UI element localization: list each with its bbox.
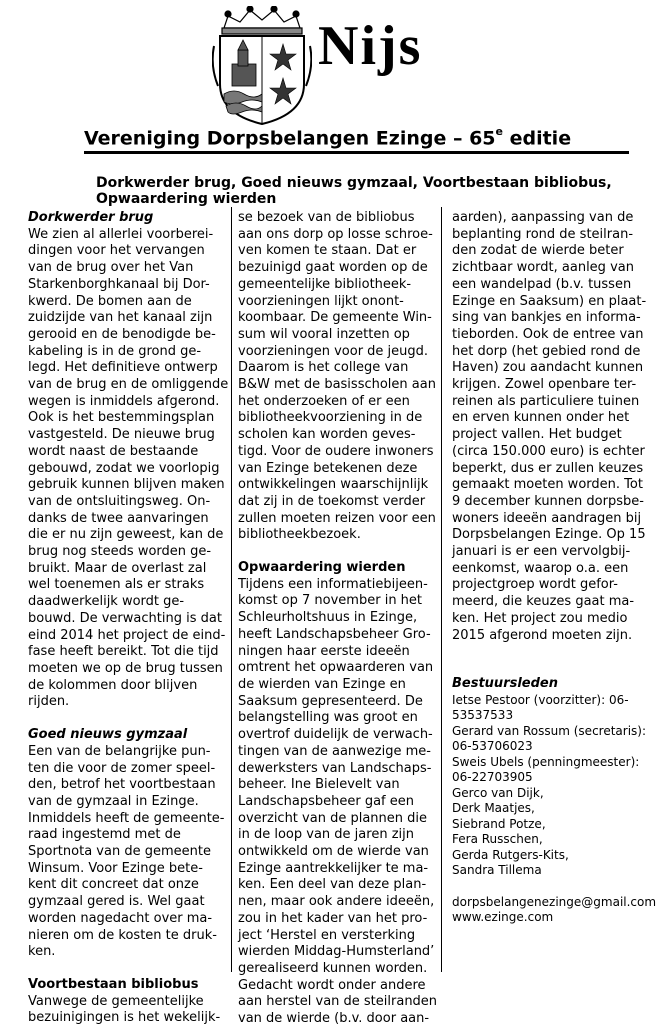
text-line: nen, maar ook andere ideeën, — [238, 894, 435, 910]
text-line: aan herstel van de steilranden — [238, 994, 438, 1010]
text-line: Fera Russchen, — [452, 832, 543, 847]
text-line: eenkomst, waarop o.a. een — [452, 560, 629, 576]
title-rule — [84, 151, 629, 154]
text-line: Daarom is het college van — [238, 360, 409, 376]
text-line: beperkt, dus er zullen keuzes — [452, 460, 644, 476]
text-line: het dorp (het gebied rond de — [452, 343, 641, 359]
text-line: ten die voor de zomer speel- — [28, 760, 216, 776]
text-line: wordt naast de bestaande — [28, 443, 199, 459]
text-line: brug nog steeds worden ge- — [28, 544, 212, 560]
text-line: dat zij in de toekomst verder — [238, 493, 426, 509]
column-divider — [231, 207, 232, 972]
article-text — [28, 744, 228, 961]
section-heading: Dorkwerder brug — [28, 210, 154, 225]
text-line: belangstelling was groot en — [238, 710, 418, 726]
text-line: Gerard van Rossum (secretaris): — [452, 723, 647, 738]
text-line: de wierden van Ezinge en — [238, 676, 406, 692]
text-line: zichtbaar wordt, aanleg van — [452, 260, 634, 276]
text-line: Sweis Ubels (penningmeester): — [452, 754, 640, 769]
column-1 — [28, 210, 228, 1027]
text-line: sing van bankjes en informa- — [452, 310, 641, 326]
article-text — [238, 576, 438, 1028]
text-line: rijden. — [28, 694, 70, 710]
text-line: Landschapsbeheer gaf een — [238, 793, 414, 809]
text-line: Ook is het bestemmingsplan — [28, 410, 215, 426]
text-line: van de gymzaal in Ezinge. — [28, 793, 199, 809]
text-line: overzicht van de plannen die — [238, 810, 427, 826]
text-line: scholen kan worden geves- — [238, 427, 416, 443]
text-line: krijgen. Zowel openbare ter- — [452, 377, 637, 393]
text-line: Dorpsbelangen Ezinge. Op 15 — [452, 527, 646, 543]
text-line: aarden), aanpassing van de — [452, 210, 634, 225]
text-line: kabeling is in de grond ge- — [28, 343, 202, 359]
text-line: januari is er een vervolgbij- — [452, 544, 631, 560]
text-line: Haven) zou aandacht kunnen — [452, 360, 644, 376]
text-line: 06-22703905 — [452, 770, 533, 785]
text-line: een wandelpad (b.v. tussen — [452, 276, 632, 292]
text-line: bezuinigd gaat worden op de — [238, 260, 428, 276]
text-line: danks de twee aanvaringen — [28, 510, 209, 526]
text-line: ject ‘Herstel en versterking — [238, 927, 416, 943]
text-line: worden nagedacht over ma- — [28, 910, 213, 926]
text-line: Ietse Pestoor (voorzitter): 06- — [452, 692, 629, 707]
text-line: meerd, die keuzes gaat ma- — [452, 594, 635, 610]
text-line: ven komen te staan. Dat er — [238, 243, 417, 259]
page-title: Vereniging Dorpsbelangen Ezinge – 65e editie — [84, 125, 572, 150]
text-line: Een van de belangrijke pun- — [28, 743, 211, 759]
article-text — [238, 210, 436, 544]
text-line: in de loop van de jaren zijn — [238, 827, 414, 843]
text-line: fase heeft bereikt. Tot die tijd — [28, 644, 219, 660]
text-line: ningen haar eerste ideeën — [238, 643, 410, 659]
text-line: zou in het kader van het pro- — [238, 910, 428, 926]
text-line: die er nu zijn geweest, kan de — [28, 527, 224, 543]
text-line: kwerd. De bomen aan de — [28, 293, 192, 309]
text-line: heeft Landschapsbeheer Gro- — [238, 626, 431, 642]
text-line: wel toenemen als er straks — [28, 577, 205, 593]
text-line: Inmiddels heeft de gemeente- — [28, 810, 225, 826]
text-line: tieborden. Ook de entree van — [452, 326, 644, 342]
section-heading: Voortbestaan bibliobus — [28, 976, 199, 992]
text-line: Gerda Rutgers-Kits, — [452, 847, 569, 862]
text-line: wierden Middag-Humsterland’ — [238, 944, 435, 960]
section-heading: Bestuursleden — [452, 676, 558, 692]
text-line: voorzieningen voor de jeugd. — [238, 343, 429, 359]
text-line: bibliotheekvoorziening in de — [238, 410, 423, 426]
text-line: (circa 150.000 euro) is echter — [452, 443, 645, 459]
text-line: 06-53706023 — [452, 739, 533, 754]
website-link[interactable]: www.ezinge.com — [452, 910, 554, 925]
text-line: Ezinge en Saaksum) en plaat- — [452, 293, 647, 309]
text-line: den zodat de wierde beter — [452, 243, 624, 259]
text-line: ontwikkeld om de wierde van — [238, 844, 429, 860]
column-divider — [441, 207, 442, 972]
text-line: tigd. Voor de oudere inwoners — [238, 443, 434, 459]
text-line: woners ideeën aandragen bij — [452, 510, 642, 526]
text-line: gemaakt moeten worden. Tot — [452, 477, 643, 493]
text-line: se bezoek van de bibliobus — [238, 210, 415, 225]
text-line: bezuinigingen is het wekelijk- — [28, 1010, 221, 1026]
text-line: beplanting rond de steilran- — [452, 226, 634, 242]
text-line: van de brug over het Van — [28, 260, 194, 276]
text-line: Gedacht wordt onder andere — [238, 977, 426, 993]
text-line: overtrof duidelijk de verwach- — [238, 727, 433, 743]
text-line: bouwd. De verwachting is dat — [28, 610, 222, 626]
text-line: bruikt. Maar de overlast zal — [28, 560, 207, 576]
text-line: gerooid en de benodigde be- — [28, 326, 216, 342]
text-line: dingen voor het vervangen — [28, 243, 205, 259]
text-line: ken. Het project zou medio — [452, 610, 628, 626]
text-line: 53537533 — [452, 708, 514, 723]
text-line: Ezinge aantrekkelijker te ma- — [238, 860, 429, 876]
text-line: de kolommen door blijven — [28, 677, 198, 693]
text-line: gymzaal gered is. Wel gaat — [28, 894, 205, 910]
text-line: zuidzijde van het kanaal zijn — [28, 310, 213, 326]
text-line: tingen van de aanwezige me- — [238, 743, 431, 759]
article-text — [28, 994, 228, 1027]
article-text — [28, 227, 228, 711]
text-line: ken. Een deel van deze plan- — [238, 877, 427, 893]
text-line: 9 december kunnen dorpsbe- — [452, 493, 644, 509]
text-line: van de brug en de omliggende — [28, 377, 229, 393]
text-line: bibliotheekbezoek. — [238, 527, 361, 543]
column-2 — [238, 210, 438, 1028]
text-line: dewerksters van Landschaps- — [238, 760, 432, 776]
text-line: We zien al allerlei voorberei- — [28, 226, 214, 242]
text-line: Sandra Tillema — [452, 863, 542, 878]
text-line: raad ingestemd met de — [28, 827, 181, 843]
text-line: zullen moeten reizen voor een — [238, 510, 436, 526]
column-3 — [452, 210, 657, 926]
text-line: koombaar. De gemeente Win- — [238, 310, 432, 326]
text-line: van Ezinge betekenen deze — [238, 460, 418, 476]
text-line: wegen is inmiddels afgerond. — [28, 393, 220, 409]
text-line: Sportnota van de gemeente — [28, 844, 211, 860]
text-line: ontwikkelingen waarschijnlijk — [238, 477, 429, 493]
text-line: voorzieningen lijkt onont- — [238, 293, 404, 309]
text-line: vastgesteld. De nieuwe brug — [28, 427, 215, 443]
text-line: reinen als particuliere tuinen — [452, 393, 640, 409]
article-text — [452, 210, 652, 644]
text-line: legd. Het definitieve ontwerp — [28, 360, 218, 376]
text-line: het onderzoeken of er een — [238, 393, 410, 409]
text-line: den, betrof het voortbestaan — [28, 777, 216, 793]
text-line: gebouwd, zodat we voorlopig — [28, 460, 220, 476]
text-line: Siebrand Potze, — [452, 816, 546, 831]
text-line: van de wierde (b.v. door aan- — [238, 1011, 430, 1027]
text-line: Gerco van Dijk, — [452, 785, 544, 800]
text-line: kent dit concreet dat onze — [28, 877, 199, 893]
text-line: Starkenborghkanaal bij Dor- — [28, 276, 210, 292]
text-line: gebruik kunnen blijven maken — [28, 477, 225, 493]
text-line: gemeentelijke bibliotheek- — [238, 276, 412, 292]
text-line: komst op 7 november in het — [238, 593, 423, 609]
text-line: en erven kunnen onder het — [452, 410, 630, 426]
masthead-logo: Nijs — [318, 15, 423, 77]
issue-headline: Dorkwerder brug, Goed nieuws gymzaal, Voortbestaan bibliobus, Opwaardering wierden — [96, 175, 612, 207]
text-line: sum wil vooral inzetten op — [238, 326, 410, 342]
text-line: eind 2014 het project de eind- — [28, 627, 226, 643]
text-line: moeten we op de brug tussen — [28, 660, 223, 676]
text-line: project vallen. Het budget — [452, 427, 622, 443]
text-line: gerealiseerd kunnen worden. — [238, 960, 428, 976]
coat-of-arms-logo — [212, 6, 312, 126]
text-line: nieren om de kosten te druk- — [28, 927, 217, 943]
text-line: 2015 afgerond moeten zijn. — [452, 627, 633, 643]
text-line: Tijdens een informatiebijeen- — [238, 576, 428, 592]
section-heading: Opwaardering wierden — [238, 560, 406, 576]
text-line: Derk Maatjes, — [452, 801, 535, 816]
text-line: daadwerkelijk wordt ge- — [28, 594, 185, 610]
board-members-list — [452, 693, 652, 879]
text-line: ken. — [28, 944, 56, 960]
text-line: B&W met de basisscholen aan — [238, 377, 436, 393]
contact-email[interactable]: dorpsbelangenezinge@gmail.com — [452, 894, 657, 909]
text-line: Saaksum gepresenteerd. De — [238, 693, 423, 709]
text-line: projectgroep wordt gefor- — [452, 577, 618, 593]
text-line: omtrent het opwaarderen van — [238, 660, 434, 676]
text-line: van de ontsluitingsweg. On- — [28, 493, 211, 509]
text-line: beheer. Ine Bielevelt van — [238, 777, 400, 793]
text-line: Schleurholtshuus in Ezinge, — [238, 610, 418, 626]
text-line: Winsum. Voor Ezinge bete- — [28, 860, 203, 876]
text-line: aan ons dorp op losse schroe- — [238, 226, 433, 242]
text-line: Vanwege de gemeentelijke — [28, 993, 204, 1009]
section-heading: Goed nieuws gymzaal — [28, 727, 188, 743]
